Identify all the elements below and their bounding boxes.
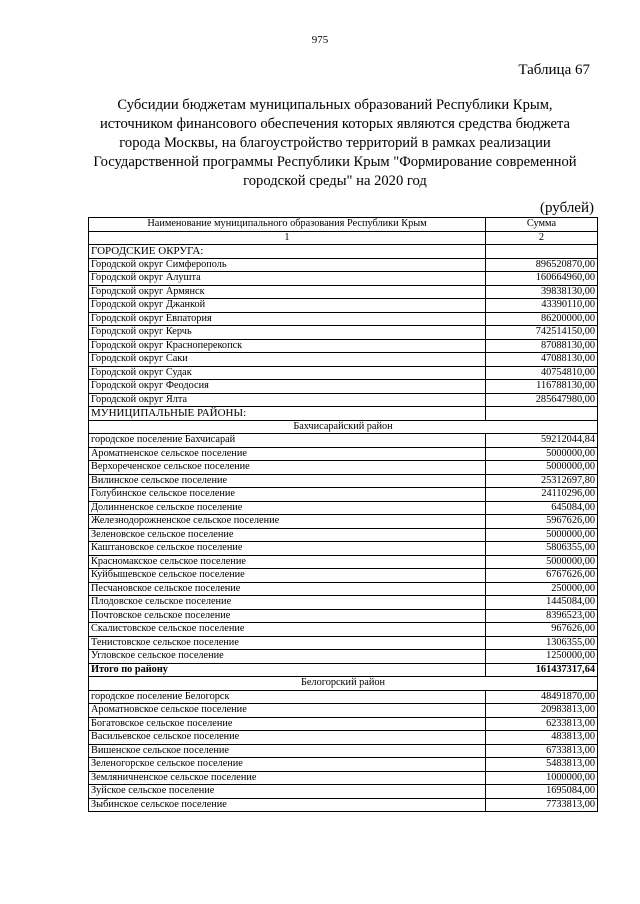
table-row <box>89 798 598 812</box>
table-row <box>89 501 598 515</box>
row-sum: 1445084,00 <box>486 596 598 610</box>
table-row <box>89 461 598 475</box>
table-row <box>89 623 598 637</box>
row-sum: 5000000,00 <box>486 461 598 475</box>
row-sum: 6733813,00 <box>486 744 598 758</box>
table-row <box>89 731 598 745</box>
district-header-row <box>89 420 598 434</box>
units-label: (рублей) <box>539 200 594 216</box>
row-name: Долинненское сельское поселение <box>89 501 486 515</box>
row-name: городское поселение Бахчисарай <box>89 434 486 448</box>
row-sum: 6233813,00 <box>486 717 598 731</box>
row-name: МУНИЦИПАЛЬНЫЕ РАЙОНЫ: <box>89 407 486 421</box>
row-sum: 250000,00 <box>486 582 598 596</box>
table-row <box>89 380 598 394</box>
table-row <box>89 272 598 286</box>
row-name: Зеленовское сельское поселение <box>89 528 486 542</box>
subsidies-table <box>88 217 598 812</box>
title-line: Субсидии бюджетам муниципальных образований Республики Крым, <box>117 97 553 113</box>
section-row <box>89 245 598 259</box>
row-sum: 6767626,00 <box>486 569 598 583</box>
table-row <box>89 542 598 556</box>
row-name: Угловское сельское поселение <box>89 650 486 664</box>
table-row <box>89 528 598 542</box>
table-row <box>89 258 598 272</box>
title-line: городской среды" на 2020 год <box>243 173 427 189</box>
row-name: Вишенское сельское поселение <box>89 744 486 758</box>
row-sum: 39838130,00 <box>486 285 598 299</box>
row-sum: 1306355,00 <box>486 636 598 650</box>
table-row <box>89 366 598 380</box>
table-row <box>89 636 598 650</box>
row-sum: 160664960,00 <box>486 272 598 286</box>
row-name: Васильевское сельское поселение <box>89 731 486 745</box>
row-sum: 86200000,00 <box>486 312 598 326</box>
row-sum: 1250000,00 <box>486 650 598 664</box>
row-name: городское поселение Белогорск <box>89 690 486 704</box>
table-row <box>89 758 598 772</box>
row-sum: 5967626,00 <box>486 515 598 529</box>
row-sum: 40754810,00 <box>486 366 598 380</box>
row-name: Каштановское сельское поселение <box>89 542 486 556</box>
row-sum: 47088130,00 <box>486 353 598 367</box>
row-name: Городской округ Джанкой <box>89 299 486 313</box>
row-sum: 645084,00 <box>486 501 598 515</box>
district-header-row <box>89 677 598 691</box>
row-name: Городской округ Керчь <box>89 326 486 340</box>
row-sum: 25312697,80 <box>486 474 598 488</box>
row-name: Голубинское сельское поселение <box>89 488 486 502</box>
row-name: Зыбинское сельское поселение <box>89 798 486 812</box>
table-row <box>89 744 598 758</box>
row-name: Куйбышевское сельское поселение <box>89 569 486 583</box>
row-sum: 483813,00 <box>486 731 598 745</box>
table-row <box>89 609 598 623</box>
column-number-2: 2 <box>486 231 598 245</box>
table-row <box>89 353 598 367</box>
section-row <box>89 407 598 421</box>
row-name: Зеленогорское сельское поселение <box>89 758 486 772</box>
column-number-row <box>89 231 598 245</box>
row-name: Тенистовское сельское поселение <box>89 636 486 650</box>
table-row <box>89 339 598 353</box>
row-sum: 285647980,00 <box>486 393 598 407</box>
row-sum: 967626,00 <box>486 623 598 637</box>
row-sum: 5000000,00 <box>486 528 598 542</box>
table-row <box>89 447 598 461</box>
row-name: Городской округ Ялта <box>89 393 486 407</box>
row-name: Городской округ Армянск <box>89 285 486 299</box>
row-name: Городской округ Симферополь <box>89 258 486 272</box>
table-row <box>89 771 598 785</box>
row-sum: 59212044,84 <box>486 434 598 448</box>
row-name: Красномакское сельское поселение <box>89 555 486 569</box>
row-sum: 742514150,00 <box>486 326 598 340</box>
table-header-row <box>89 218 598 232</box>
row-name: Итого по району <box>89 663 486 677</box>
row-sum: 896520870,00 <box>486 258 598 272</box>
row-sum: 5483813,00 <box>486 758 598 772</box>
row-sum <box>486 407 598 421</box>
table-label: Таблица 67 <box>518 62 590 78</box>
table-row <box>89 704 598 718</box>
table-row <box>89 434 598 448</box>
row-name: Городской округ Феодосия <box>89 380 486 394</box>
row-sum: 161437317,64 <box>486 663 598 677</box>
row-sum: 5000000,00 <box>486 555 598 569</box>
row-sum: 87088130,00 <box>486 339 598 353</box>
row-sum: 48491870,00 <box>486 690 598 704</box>
row-sum: 5000000,00 <box>486 447 598 461</box>
row-sum: 1000000,00 <box>486 771 598 785</box>
document-title <box>70 96 600 191</box>
row-sum: 8396523,00 <box>486 609 598 623</box>
row-name: Богатовское сельское поселение <box>89 717 486 731</box>
row-sum: 24110296,00 <box>486 488 598 502</box>
table-row <box>89 555 598 569</box>
row-name: Скалистовское сельское поселение <box>89 623 486 637</box>
header-name: Наименование муниципального образования Республики Крым <box>89 218 486 232</box>
title-line: Государственной программы Республики Крым "Формирование современной <box>93 154 577 170</box>
table-row <box>89 326 598 340</box>
table-row <box>89 474 598 488</box>
table-row <box>89 569 598 583</box>
row-name: Песчановское сельское поселение <box>89 582 486 596</box>
table-row <box>89 312 598 326</box>
table-row <box>89 785 598 799</box>
row-sum: 5806355,00 <box>486 542 598 556</box>
row-sum: 1695084,00 <box>486 785 598 799</box>
table-row <box>89 299 598 313</box>
table-row <box>89 285 598 299</box>
table-row <box>89 393 598 407</box>
district-name: Белогорский район <box>89 677 598 691</box>
title-line: источником финансового обеспечения которых являются средства бюджета <box>99 116 571 132</box>
row-sum <box>486 245 598 259</box>
row-name: Городской округ Саки <box>89 353 486 367</box>
page-number: 975 <box>311 34 329 46</box>
header-sum: Сумма <box>486 218 598 232</box>
row-name: Городской округ Судак <box>89 366 486 380</box>
table-row <box>89 690 598 704</box>
row-name: Городской округ Евпатория <box>89 312 486 326</box>
row-name: Ароматновское сельское поселение <box>89 704 486 718</box>
table-row <box>89 650 598 664</box>
column-number-1: 1 <box>89 231 486 245</box>
row-name: Вилинское сельское поселение <box>89 474 486 488</box>
table-row <box>89 488 598 502</box>
row-name: Городской округ Красноперекопск <box>89 339 486 353</box>
row-name: Ароматненское сельское поселение <box>89 447 486 461</box>
table-row <box>89 596 598 610</box>
row-name: Зуйское сельское поселение <box>89 785 486 799</box>
row-sum: 116788130,00 <box>486 380 598 394</box>
row-name: Земляничненское сельское поселение <box>89 771 486 785</box>
row-sum: 43390110,00 <box>486 299 598 313</box>
row-name: Городской округ Алушта <box>89 272 486 286</box>
row-name: Плодовское сельское поселение <box>89 596 486 610</box>
row-sum: 7733813,00 <box>486 798 598 812</box>
row-name: ГОРОДСКИЕ ОКРУГА: <box>89 245 486 259</box>
row-name: Верхореченское сельское поселение <box>89 461 486 475</box>
table-row <box>89 515 598 529</box>
district-name: Бахчисарайский район <box>89 420 598 434</box>
row-name: Почтовское сельское поселение <box>89 609 486 623</box>
table-row <box>89 582 598 596</box>
table-row <box>89 717 598 731</box>
row-sum: 20983813,00 <box>486 704 598 718</box>
total-row <box>89 663 598 677</box>
title-line: города Москвы, на благоустройство территорий в рамках реализации <box>119 135 551 151</box>
row-name: Железнодорожненское сельское поселение <box>89 515 486 529</box>
